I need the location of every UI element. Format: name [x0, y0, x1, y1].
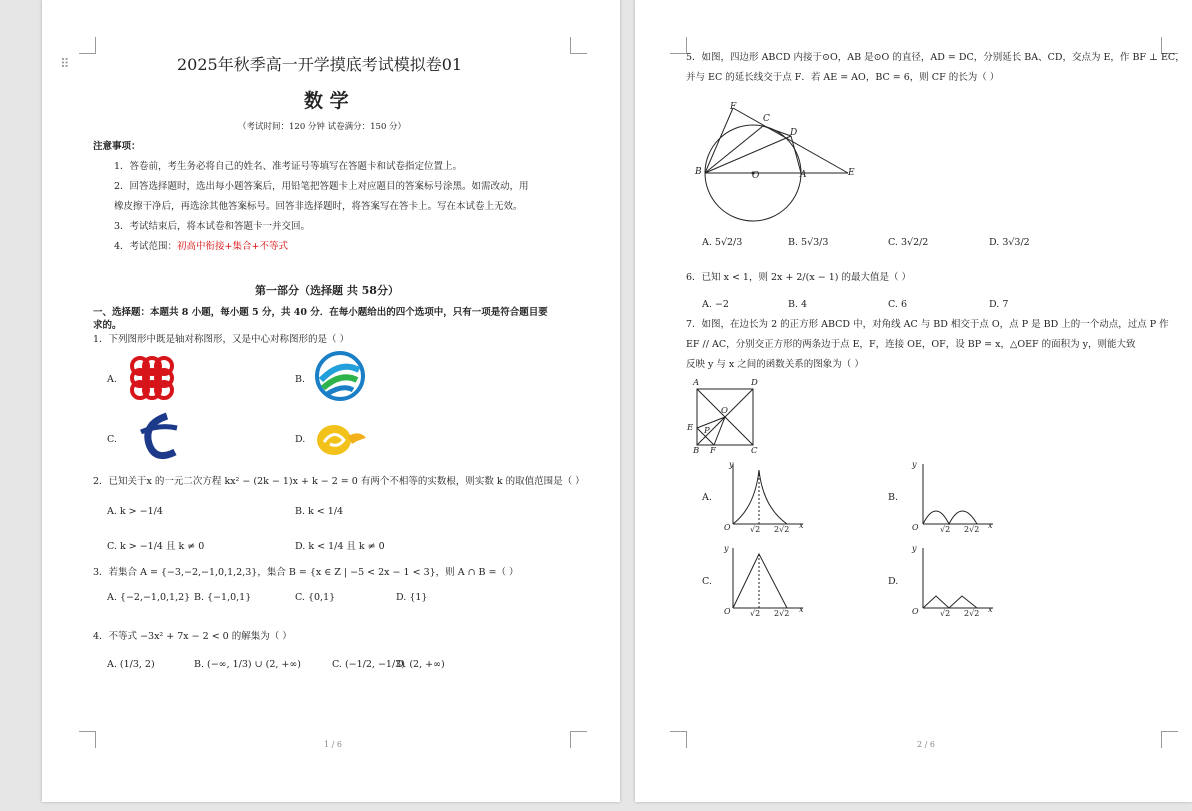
q1-option-a: A.	[107, 374, 117, 385]
crop-mark	[1161, 731, 1178, 748]
section-heading: 一、选择题：本题共 8 小题，每小题 5 分，共 40 分．在每小题给出的四个选项中，只有一项是符合题目要	[93, 307, 548, 318]
page-1	[42, 0, 620, 802]
cctv-gold-logo-icon	[312, 418, 368, 458]
note-line: 3．考试结束后，将本试卷和答题卡一并交回。	[114, 221, 311, 232]
tick-label: √2	[940, 609, 951, 618]
page-title: 2025年秋季高一开学摸底考试模拟卷01	[177, 55, 463, 74]
axis-label-x: x	[799, 605, 804, 614]
page-number: 1 / 6	[324, 740, 342, 749]
axis-label-y: y	[912, 544, 917, 553]
q2-option-d: D. k < 1/4 且 k ≠ 0	[295, 541, 385, 552]
drag-handle-icon[interactable]: ⠿	[60, 57, 68, 72]
q4-option-d: D. (2, +∞)	[396, 659, 445, 670]
notes-heading: 注意事项：	[93, 141, 141, 152]
page-2	[635, 0, 1192, 802]
q3-option-c: C. {0,1}	[295, 592, 336, 603]
q6-option-c: C. 6	[888, 299, 908, 310]
question-2: 2．已知关于x 的一元二次方程 kx² − (2k − 1)x + k − 2 = 0 有两个不相等的实数根，则实数 k 的取值范围是（ ）	[93, 476, 585, 487]
q5-option-c: C. 3√2/2	[888, 237, 929, 248]
exam-range: 初高中衔接+集合+不等式	[177, 241, 288, 252]
note-line: 橡皮擦干净后，再选涂其他答案标号。回答非选择题时，将答案写在答卡上。写在本试卷上无效。	[114, 201, 523, 212]
china-telecom-logo-icon	[137, 410, 181, 466]
q7-graph-b	[907, 462, 997, 534]
fig-label: P	[704, 426, 710, 436]
tick-label: √2	[750, 525, 761, 534]
q7-option-a: A.	[702, 492, 712, 503]
fig-label: O	[721, 406, 728, 416]
fig-label: F	[710, 446, 716, 456]
axis-label-origin: O	[912, 607, 919, 616]
fig-label: C	[763, 114, 770, 124]
q1-option-d: D.	[295, 434, 306, 445]
note-line: 4．考试范围：初高中衔接+集合+不等式	[114, 241, 288, 252]
question-1: 1．下列图形中既是轴对称图形，又是中心对称图形的是（ ）	[93, 334, 350, 345]
fig-label: E	[687, 423, 694, 433]
fig-label: B	[693, 446, 700, 456]
tick-label: √2	[940, 525, 951, 534]
fig-label: A	[800, 170, 807, 180]
q4-option-c: C. (−1/2, −1/3)	[332, 659, 405, 670]
crop-mark	[670, 731, 687, 748]
axis-label-origin: O	[724, 607, 731, 616]
q2-option-c: C. k > −1/4 且 k ≠ 0	[107, 541, 205, 552]
section-heading-cont: 求的。	[93, 320, 122, 331]
question-5: 5．如图，四边形 ABCD 内接于⊙O，AB 是⊙O 的直径，AD = DC，分别延长 BA、CD，交点为 E，作 BF ⊥ EC，	[686, 52, 1185, 63]
q3-option-d: D. {1}	[396, 592, 428, 603]
question-5-cont: 并与 EC 的延长线交于点 F．若 AE = AO，BC = 6，则 CF 的长为（ ）	[686, 72, 1000, 83]
axis-label-origin: O	[912, 523, 919, 532]
china-unicom-logo-icon	[124, 352, 180, 402]
fig-label: D	[751, 378, 758, 388]
axis-label-y: y	[912, 460, 917, 469]
question-4: 4．不等式 −3x² + 7x − 2 < 0 的解集为（ ）	[93, 631, 292, 642]
q3-option-b: B. {−1,0,1}	[194, 592, 252, 603]
q1-option-b: B.	[295, 374, 306, 385]
crop-mark	[79, 37, 96, 54]
axis-label-x: x	[799, 521, 804, 530]
part-heading: 第一部分（选择题 共 58分）	[255, 284, 399, 297]
fig-label: A	[693, 378, 700, 388]
tick-label: 2√2	[964, 609, 980, 618]
q4-option-a: A. (1/3, 2)	[107, 659, 155, 670]
tick-label: 2√2	[774, 525, 790, 534]
q5-circle-figure	[693, 98, 863, 218]
q2-option-a: A. k > −1/4	[107, 506, 163, 517]
q7-option-d: D.	[888, 576, 899, 587]
page-number: 2 / 6	[917, 740, 935, 749]
tick-label: 2√2	[964, 525, 980, 534]
note-line: 2．回答选择题时，选出每小题答案后，用铅笔把答题卡上对应题目的答案标号涂黑。如需改动，用	[114, 181, 529, 192]
question-7-cont: 反映 y 与 x 之间的函数关系的图象为（ ）	[686, 359, 864, 370]
question-6: 6．已知 x < 1，则 2x + 2/(x − 1) 的最大值是（ ）	[686, 272, 911, 283]
fig-label: C	[751, 446, 758, 456]
fig-label: O	[752, 171, 760, 181]
q2-option-b: B. k < 1/4	[295, 506, 344, 517]
q1-option-c: C.	[107, 434, 117, 445]
q5-option-b: B. 5√3/3	[788, 237, 829, 248]
axis-label-y: y	[724, 544, 729, 553]
tick-label: √2	[750, 609, 761, 618]
axis-label-origin: O	[724, 523, 731, 532]
q3-option-a: A. {−2,−1,0,1,2}	[107, 592, 191, 603]
q6-option-b: B. 4	[788, 299, 808, 310]
axis-label-x: x	[988, 605, 993, 614]
q7-option-c: C.	[702, 576, 712, 587]
crop-mark	[79, 731, 96, 748]
crop-mark	[570, 37, 587, 54]
fig-label: F	[730, 102, 737, 112]
question-7: 7．如图，在边长为 2 的正方形 ABCD 中，对角线 AC 与 BD 相交于点 O，点 P 是 BD 上的一个动点，过点 P 作	[686, 319, 1169, 330]
china-mobile-logo-icon	[313, 350, 367, 402]
fig-label: D	[790, 128, 798, 138]
note-line: 1．答卷前，考生务必将自己的姓名、准考证号等填写在答题卡和试卷指定位置上。	[114, 161, 463, 172]
q7-square-figure	[696, 388, 756, 448]
q7-option-b: B.	[888, 492, 899, 503]
axis-label-x: x	[988, 521, 993, 530]
q5-option-d: D. 3√3/2	[989, 237, 1030, 248]
question-7-cont: EF // AC，分别交正方形的两条边于点 E，F，连接 OE，OF，设 BP = x，△OEF 的面积为 y，则能大致	[686, 339, 1136, 350]
q4-option-b: B. (−∞, 1/3) ∪ (2, +∞)	[194, 659, 302, 670]
crop-mark	[670, 37, 687, 54]
q6-option-a: A. −2	[702, 299, 729, 310]
subject-title: 数 学	[304, 90, 349, 112]
fig-label: E	[848, 168, 855, 178]
fig-label: B	[695, 167, 702, 177]
q7-graph-d	[907, 546, 997, 618]
q6-option-d: D. 7	[989, 299, 1009, 310]
tick-label: 2√2	[774, 609, 790, 618]
question-3: 3．若集合 A = {−3,−2,−1,0,1,2,3}，集合 B = {x ∈ Z | −5 < 2x − 1 < 3}，则 A ∩ B =（ ）	[93, 567, 519, 578]
crop-mark	[570, 731, 587, 748]
exam-meta: （考试时间：120 分钟 试卷满分：150 分）	[238, 122, 407, 132]
axis-label-y: y	[729, 460, 734, 469]
q5-option-a: A. 5√2/3	[702, 237, 743, 248]
